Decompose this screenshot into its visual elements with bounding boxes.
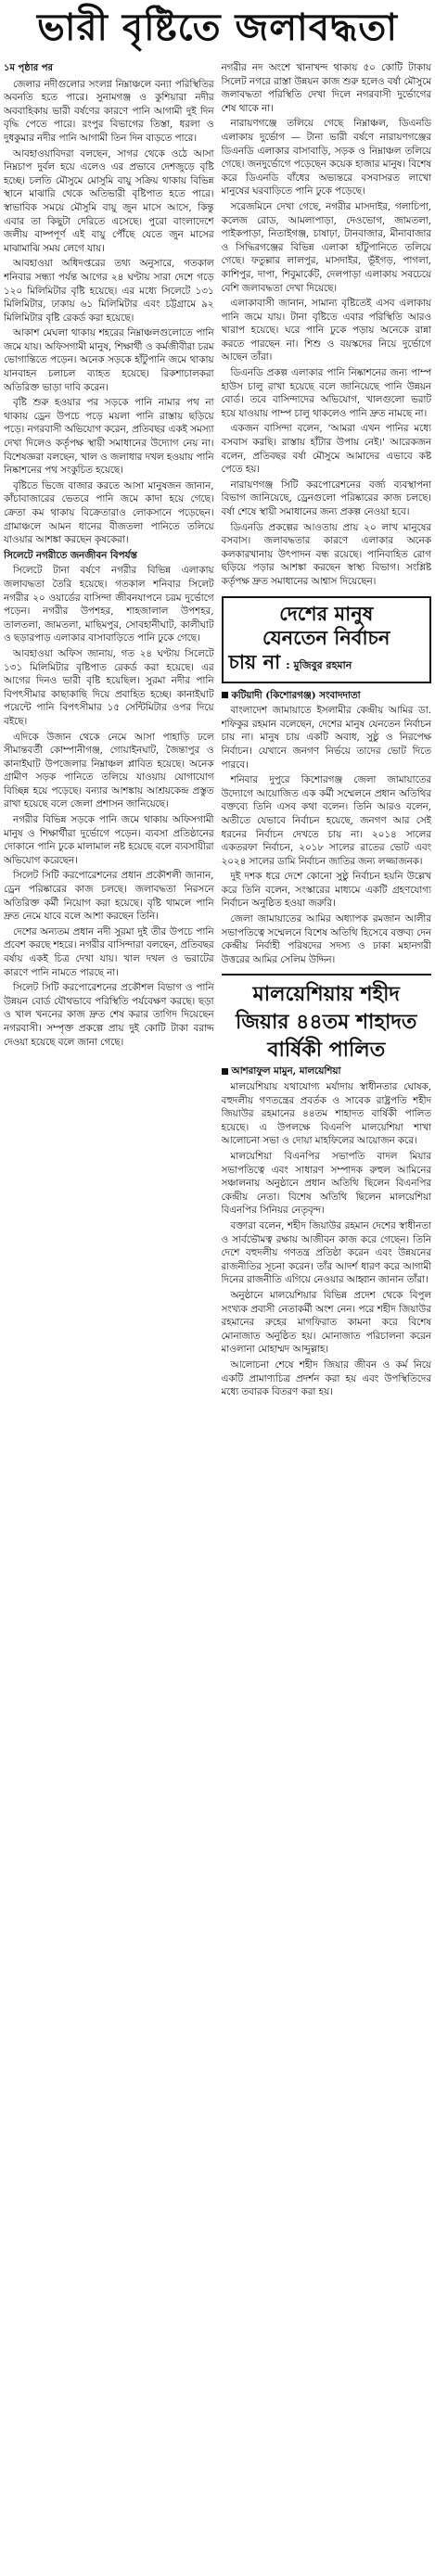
paragraph: নারায়ণগঞ্জে তলিয়ে গেছে নিম্নাঞ্চল, ডিএনডি এলাকায় দুর্ভোগ — টানা ভারী বর্ষণে নারায়ণগঞ্জের ডিএনডি এলাকার বাসাবাড়ি, সড়ক ও নিম্নাঞ্চল তলিয়ে গেছে। জনদুর্ভোগে পড়েছেন কয়েক হাজার মানুষ। বিশেষ করে ডিএনডি বাঁধের অভ্যন্তরে বসবাসরত লাখো মানুষের ঘরবাড়িতে পানি ঢুকে পড়েছে। xyxy=(221,118,431,198)
paragraph: মালয়েশিয়ায় যথাযোগ্য মর্যাদায় স্বাধীনতার ঘোষক, বহুদলীয় গণতন্ত্রের প্রবর্তক ও সাবেক রাষ্ট্রপতি শহীদ জিয়াউর রহমানের ৪৪তম শাহাদত বার্ষিকী পালিত হয়েছে। এ উপলক্ষে বিএনপি মালয়েশিয়া শাখা আলোচনা সভা ও দোয়া মাহফিলের আয়োজন করে। xyxy=(221,1081,431,1147)
right-column: নগরীর নদ অংশে খানাখন্দ থাকায় ৫০ কোটি টাকায় সিলেট নগরে রাস্তা উন্নয়ন কাজ শুরু হলেও বর্ষা মৌসুমে জলাবদ্ধতা পরিস্থিতি দেখা দিলে নগরবাসী দুর্ভোগের শেষ থাকে না। নারায়ণগঞ্জে তলিয়ে গেছে নিম্নাঞ্চল, ডিএনডি এলাকায় দুর্ভোগ — টানা ভারী বর্ষণে নারায়ণগঞ্জের ডিএনডি এলাকার বাসাবাড়ি, সড়ক ও নিম্নাঞ্চল তলিয়ে গেছে। জনদুর্ভোগে পড়েছেন কয়েক হাজার মানুষ। বিশেষ করে ডিএনডি বাঁধের অভ্যন্তরে বসবাসরত লাখো মানুষের ঘরবাড়িতে পানি ঢুকে পড়েছে। সরেজমিনে দেখা গেছে, নগরীর মাসদাইর, গলাচিপা, কলেজ রোড, আমলাপাড়া, দেওভোগ, জামতলা, পাইকপাড়া, নিতাইগঞ্জ, চাষাঢ়া, টানবাজার, মীনাবাজার ও সিদ্ধিরগঞ্জের বিভিন্ন এলাকা হাঁটুপানিতে তলিয়ে গেছে। ফতুল্লার লালপুর, মাসদাইর, ভূঁইগড়, পাগলা, কাশিপুর, দাপা, শিবুমার্কেট, দেলপাড়া এলাকায় সবচেয়ে বেশি জলাবদ্ধতা দেখা দিয়েছে। এলাকাবাসী জানান, সামান্য বৃষ্টিতেই এসব এলাকায় পানি জমে যায়। টানা বৃষ্টিতে এবার পরিস্থিতি আরও খারাপ হয়েছে। ঘরে পানি ঢুকে পড়ায় অনেকে রান্না করতে পারছেন না। শিশু ও বয়স্কদের নিয়ে দুর্ভোগে আছেন তাঁরা। ডিএনডি প্রকল্প এলাকার পানি নিষ্কাশনের জন্য পাম্প হাউস চালু রাখা হয়েছে বলে জানিয়েছে পানি উন্নয়ন বোর্ড। তবে বাসিন্দাদের অভিযোগ, খালগুলো ভরাট হয়ে যাওয়ায় পাম্প চালু থাকলেও পানি দ্রুত নামছে না। একজন বাসিন্দা বলেন, 'আমরা এখন পানির মধ্যে বসবাস করছি। রাস্তায় হাঁটার উপায় নেই।' আরেকজন বলেন, প্রতিবছর বর্ষা মৌসুমে আমাদের এভাবে কষ্ট পেতে হয়। নারায়ণগঞ্জ সিটি করপোরেশনের বর্জ্য ব্যবস্থাপনা বিভাগ জানিয়েছে, ড্রেনগুলো পরিষ্কারের কাজ চলছে। বর্ষা শেষে স্থায়ী সমাধানের জন্য প্রকল্প নেওয়া হবে। ডিএনডি প্রকল্পের আওতায় প্রায় ২০ লাখ মানুষের বসবাস। জলাবদ্ধতার কারণে এলাকার অনেক কলকারখানায় উৎপাদন বন্ধ রয়েছে। পানিবাহিত রোগ ছড়িয়ে পড়ার আশঙ্কা করছেন স্বাস্থ্য বিভাগ। সংশ্লিষ্ট কর্তৃপক্ষ দ্রুত সমাধানের আশ্বাস দিয়েছেন। দেশের মানুষ যেনতেন নির্বাচন চায় না : মুজিবুর রহমান কটিয়াদী (কিশোরগঞ্জ) সংবাদদাতা বাংলাদেশ জামায়াতে ইসলামীর কেন্দ্রীয় আমির ডা. শফিকুর রহমান বলেছেন, দেশের মানুষ যেনতেন নির্বাচন চায় না। মানুষ চায় একটি অবাধ, সুষ্ঠু ও নিরপেক্ষ নির্বাচন। যেখানে জনগণ নির্ভয়ে তাদের ভোট দিতে পারবে। শনিবার দুপুরে কিশোরগঞ্জ জেলা জামায়াতের উদ্যোগে আয়োজিত এক কর্মী সম্মেলনে প্রধান অতিথির বক্তব্যে তিনি এসব কথা বলেন। তিনি আরও বলেন, অতীতে যেভাবে নির্বাচন হয়েছে, জনগণ আর সেই ধরনের নির্বাচন দেখতে চায় না। ২০১৪ সালের একতরফা নির্বাচন, ২০১৮ সালের রাতের ভোট এবং ২০২৪ সালের ডামি নির্বাচন জাতির জন্য লজ্জাজনক। দুই দশক ধরে দেশে কোনো সুষ্ঠু নির্বাচন হয়নি উল্লেখ করে তিনি বলেন, সংস্কারের মাধ্যমে একটি গ্রহণযোগ্য নির্বাচন অনুষ্ঠিত হওয়া জরুরি। জেলা জামায়াতের আমির অধ্যাপক রমজান আলীর সভাপতিত্বে সম্মেলনে বিশেষ অতিথি হিসেবে বক্তব্য দেন কেন্দ্রীয় নির্বাহী পরিষদের সদস্য ও ঢাকা মহানগরী উত্তরের আমির সেলিম উদ্দিন। মালয়েশিয়ায় শহীদ জিয়ার ৪৪তম শাহাদত বার্ষিকী পালিত আশরাফুল মামুন, মালয়েশিয়া মালয়েশিয়ায় যথাযোগ্য মর্যাদায় স্বাধীনতার ঘোষক, বহুদলীয় গণতন্ত্রের প্রবর্তক ও সাবেক রাষ্ট্রপতি শহীদ জিয়াউর রহমানের ৪৪তম শাহাদত বার্ষিকী পালিত হয়েছে। এ উপলক্ষে বিএনপি মালয়েশিয়া শাখা আলোচনা সভা ও দোয়া মাহফিলের আয়োজন করে। মালয়েশিয়া বিএনপির সভাপতি বাদল মিয়ার সভাপতিত্বে এবং সাধারণ সম্পাদক রুহুল আমিনের সঞ্চালনায় অনুষ্ঠানে প্রধান অতিথি ছিলেন বিএনপির কেন্দ্রীয় নেতা। বিশেষ অতিথি ছিলেন মালয়েশিয়া বিএনপির সিনিয়র নেতৃবৃন্দ। বক্তারা বলেন, শহীদ জিয়াউর রহমান দেশের স্বাধীনতা ও সার্বভৌমত্ব রক্ষায় আজীবন কাজ করে গেছেন। তিনি দেশে বহুদলীয় গণতন্ত্র প্রতিষ্ঠা করেন এবং উন্নয়নের রাজনীতির সূচনা করেন। তাঁর আদর্শ ধারণ করে আগামী দিনের রাজনীতি এগিয়ে নেওয়ার আহ্বান জানান তাঁরা। অনুষ্ঠানে মালয়েশিয়ার বিভিন্ন প্রদেশ থেকে বিপুল সংখ্যক প্রবাসী নেতাকর্মী অংশ নেন। পরে শহীদ জিয়াউর রহমানের রুহের মাগফিরাত কামনা করে বিশেষ মোনাজাত অনুষ্ঠিত হয়। মোনাজাত পরিচালনা করেন মাওলানা মোহাম্মদ আব্দুল্লাহ। আলোচনা শেষে শহীদ জিয়ার জীবন ও কর্ম নিয়ে একটি প্রামাণ্যচিত্র প্রদর্শন করা হয় এবং উপস্থিতিদের মধ্যে তবারক বিতরণ করা হয়। xyxy=(221,62,431,1398)
paragraph: আকাশ মেঘলা থাকায় শহরের নিম্নাঞ্চলগুলোতে পানি জমে যায়। অফিসগামী মানুষ, শিক্ষার্থী ও কর্মজীবীরা চরম ভোগান্তিতে পড়েন। অনেক সড়কে হাঁটুপানি জমে থাকায় যানবাহন চলাচল ব্যাহত হয়েছে। রিকশাচালকরা অতিরিক্ত ভাড়া দাবি করেন। xyxy=(4,327,214,393)
election-dateline: কটিয়াদী (কিশোরগঞ্জ) সংবাদদাতা xyxy=(231,689,361,701)
paragraph: এলাকাবাসী জানান, সামান্য বৃষ্টিতেই এসব এলাকায় পানি জমে যায়। টানা বৃষ্টিতে এবার পরিস্থিতি আরও খারাপ হয়েছে। ঘরে পানি ঢুকে পড়ায় অনেকে রান্না করতে পারছেন না। শিশু ও বয়স্কদের নিয়ে দুর্ভোগে আছেন তাঁরা। xyxy=(221,298,431,363)
main-headline: ভারী বৃষ্টিতে জলাবদ্ধতা xyxy=(37,6,398,49)
paragraph: জেলার নদীগুলোর সংলগ্ন নিম্নাঞ্চলে বন্যা পরিস্থিতির অবনতি হতে পারে। সুনামগঞ্জ ও কুশিয়ারা নদীর অববাহিকায় ভারী বর্ষণের কারণে পানি আগামী দুই দিন বৃদ্ধি পেতে পারে। রংপুর বিভাগের তিস্তা, ধরলা ও দুধকুমার নদীর পানি আগামী তিন দিন বাড়তে পারে। xyxy=(4,78,214,144)
paragraph: জেলা জামায়াতের আমির অধ্যাপক রমজান আলীর সভাপতিত্বে সম্মেলনে বিশেষ অতিথি হিসেবে বক্তব্য দেন কেন্দ্রীয় নির্বাহী পরিষদের সদস্য ও ঢাকা মহানগরী উত্তরের আমির সেলিম উদ্দিন। xyxy=(221,913,431,965)
paragraph: এদিকে উজান থেকে নেমে আসা পাহাড়ি ঢলে সীমান্তবর্তী কোম্পানীগঞ্জ, গোয়াইনঘাট, জৈন্তাপুর ও কানাইঘাট উপজেলার নিম্নাঞ্চল প্লাবিত হয়েছে। অনেক গ্রামীণ সড়ক পানিতে তলিয়ে যাওয়ায় যোগাযোগ বিচ্ছিন্ন হয়ে পড়েছে। বন্যার আশঙ্কায় আশ্রয়কেন্দ্র প্রস্তুত রাখা হয়েছে বলে জেলা প্রশাসন জানিয়েছে। xyxy=(4,731,214,810)
box-headline-line-1: দেশের মানুষ xyxy=(279,602,374,625)
paragraph: নগরীর নদ অংশে খানাখন্দ থাকায় ৫০ কোটি টাকায় সিলেট নগরে রাস্তা উন্নয়ন কাজ শুরু হলেও বর্ষা মৌসুমে জলাবদ্ধতা পরিস্থিতি দেখা দিলে নগরবাসী দুর্ভোগের শেষ থাকে না। xyxy=(221,62,431,114)
paragraph: আলোচনা শেষে শহীদ জিয়ার জীবন ও কর্ম নিয়ে একটি প্রামাণ্যচিত্র প্রদর্শন করা হয় এবং উপস্থিতিদের মধ্যে তবারক বিতরণ করা হয়। xyxy=(221,1358,431,1398)
malaysia-headline-line-1: মালয়েশিয়ায় শহীদ xyxy=(252,983,400,1007)
paragraph: বৃষ্টিতে ভিজে বাজার করতে আসা মানুষজন জানান, কাঁচাবাজারের ভেতরে পানি জমে কাদা হয়ে গেছে। ক্রেতা কম থাকায় বিক্রেতারাও লোকসানে পড়েছেন। গ্রামাঞ্চলে আমন ধানের বীজতলা পানিতে তলিয়ে যাওয়ার আশঙ্কা করছেন কৃষকেরা। xyxy=(4,479,214,546)
box-headline-line-3 xyxy=(229,650,425,678)
paragraph: সিলেট সিটি করপোরেশনের প্রধান প্রকৌশলী জানান, ড্রেন পরিষ্কারের কাজ চলছে। জলাবদ্ধতা নিরসনে অতিরিক্ত কর্মী নিয়োগ করা হয়েছে। বৃষ্টি থামলে পানি দ্রুত নেমে যাবে বলে আশা করছেন তিনি। xyxy=(4,870,214,923)
paragraph: বক্তারা বলেন, শহীদ জিয়াউর রহমান দেশের স্বাধীনতা ও সার্বভৌমত্ব রক্ষায় আজীবন কাজ করে গেছেন। তিনি দেশে বহুদলীয় গণতন্ত্র প্রতিষ্ঠা করেন এবং উন্নয়নের রাজনীতির সূচনা করেন। তাঁর আদর্শ ধারণ করে আগামী দিনের রাজনীতি এগিয়ে নেওয়ার আহ্বান জানান তাঁরা। xyxy=(221,1219,431,1286)
dateline-bullet-icon xyxy=(222,1068,228,1075)
continued-label: ১ম পৃষ্ঠার পর xyxy=(4,63,53,73)
box-byline: : মুজিবুর রহমান xyxy=(286,658,352,671)
malaysia-headline-line-2: জিয়ার ৪৪তম শাহাদত xyxy=(236,1011,417,1035)
paragraph: সিলেটে টানা বর্ষণে নগরীর বিভিন্ন এলাকায় জলাবদ্ধতা তৈরি হয়েছে। গতকাল শনিবার সিলেট নগরীর ২০ ওয়ার্ডের বাসিন্দা জীবনযাপনে চরম দুর্ভোগে পড়েন। নগরীর উপশহর, শাহজালাল উপশহর, তালতলা, জামতলা, মাছিমপুর, সোবহানীঘাট, কালীঘাট ও ছড়ারপাড় এলাকার বাসাবাড়িতে পানি ঢুকে গেছে। xyxy=(4,565,214,644)
paragraph: ডিএনডি প্রকল্প এলাকার পানি নিষ্কাশনের জন্য পাম্প হাউস চালু রাখা হয়েছে বলে জানিয়েছে পানি উন্নয়ন বোর্ড। তবে বাসিন্দাদের অভিযোগ, খালগুলো ভরাট হয়ে যাওয়ায় পাম্প চালু থাকলেও পানি দ্রুত নামছে না। xyxy=(221,367,431,419)
paragraph: সিলেট সিটি করপোরেশনের প্রকৌশল বিভাগ ও পানি উন্নয়ন বোর্ড যৌথভাবে পরিস্থিতি পর্যবেক্ষণ করছে। ছড়া ও খাল খননের কাজ দ্রুত শেষ করার তাগিদ দিয়েছেন নগরবাসী। সম্পৃক্ত প্রকল্পে প্রায় দুই কোটি টাকা বরাদ্দ দেওয়া হয়েছে বলে জানা গেছে। xyxy=(4,982,214,1048)
sylhet-subheading: সিলেটে নগরীতে জনজীবন বিপর্যস্ত xyxy=(4,549,137,561)
article-columns xyxy=(4,61,431,2572)
paragraph: একজন বাসিন্দা বলেন, 'আমরা এখন পানির মধ্যে বসবাস করছি। রাস্তায় হাঁটার উপায় নেই।' আরেকজন বলেন, প্রতিবছর বর্ষা মৌসুমে আমাদের এভাবে কষ্ট পেতে হয়। xyxy=(221,423,431,476)
malaysia-headline-line-3: বার্ষিকী পালিত xyxy=(267,1039,386,1063)
paragraph: ডিএনডি প্রকল্পের আওতায় প্রায় ২০ লাখ মানুষের বসবাস। জলাবদ্ধতার কারণে এলাকার অনেক কলকারখানায় উৎপাদন বন্ধ রয়েছে। পানিবাহিত রোগ ছড়িয়ে পড়ার আশঙ্কা করছেন স্বাস্থ্য বিভাগ। সংশ্লিষ্ট কর্তৃপক্ষ দ্রুত সমাধানের আশ্বাস দিয়েছেন। xyxy=(221,521,431,587)
paragraph: নগরীর বিভিন্ন সড়কে পানি জমে থাকায় অফিসগামী মানুষ ও শিক্ষার্থীরা দুর্ভোগে পড়েন। ব্যবসা প্রতিষ্ঠানের দোকানে পানি ঢুকে মালামাল নষ্ট হয়েছে বলে ব্যবসায়ীরা অভিযোগ করেছেন। xyxy=(4,814,214,866)
paragraph: বৃষ্টি শুরু হওয়ার পর সড়কে পানি নামার পথ না থাকায় ড্রেন উপচে পড়ে ময়লা পানি রাস্তায় ছড়িয়ে পড়ে। নগরবাসী অভিযোগ করেন, প্রতিবছর একই সমস্যা দেখা দিলেও কর্তৃপক্ষ স্থায়ী সমাধানের উদ্যোগ নেয় না। বিশেষজ্ঞরা বলছেন, খাল ও জলাধার দখল হওয়ায় পানি নিষ্কাশনের পথ সংকুচিত হয়েছে। xyxy=(4,397,214,477)
malaysia-story-headline xyxy=(222,974,432,1065)
box-headline-tail: চায় না xyxy=(228,650,281,673)
paragraph: বাংলাদেশ জামায়াতে ইসলামীর কেন্দ্রীয় আমির ডা. শফিকুর রহমান বলেছেন, দেশের মানুষ যেনতেন নির্বাচন চায় না। মানুষ চায় একটি অবাধ, সুষ্ঠু ও নিরপেক্ষ নির্বাচন। যেখানে জনগণ নির্ভয়ে তাদের ভোট দিতে পারবে। xyxy=(221,705,431,771)
paragraph: আবহাওয়া অধিদপ্তরের তথ্য অনুসারে, গতকাল শনিবার সন্ধ্যা পর্যন্ত আগের ২৪ ঘণ্টায় সারা দেশে গড়ে ১২০ মিলিমিটার বৃষ্টি হয়েছে। এর মধ্যে সিলেটে ১৩১ মিলিমিটার, ঢাকায় ৬১ মিলিমিটার এবং চট্টগ্রামে ৯২ মিলিমিটার বৃষ্টি রেকর্ড করা হয়েছে। xyxy=(4,258,214,324)
paragraph: আবহাওয়া অফিস জানায়, গত ২৪ ঘণ্টায় সিলেটে ১৩১ মিলিমিটার বৃষ্টিপাত রেকর্ড করা হয়েছে। এর আগের দিনও ভারী বৃষ্টি হয়েছিল। সুরমা নদীর পানি বিপৎসীমার কাছাকাছি দিয়ে প্রবাহিত হচ্ছে। কানাইঘাট পয়েন্টে পানি বিপৎসীমার ১৫ সেন্টিমিটার ওপর দিয়ে বইছে। xyxy=(4,647,214,727)
left-column xyxy=(4,61,214,2572)
box-headline-line-2: যেনতেন নির্বাচন xyxy=(262,626,390,649)
dateline-bullet-icon xyxy=(222,692,228,698)
paragraph: মালয়েশিয়া বিএনপির সভাপতি বাদল মিয়ার সভাপতিত্বে এবং সাধারণ সম্পাদক রুহুল আমিনের সঞ্চালনায় অনুষ্ঠানে প্রধান অতিথি ছিলেন বিএনপির কেন্দ্রীয় নেতা। বিশেষ অতিথি ছিলেন মালয়েশিয়া বিএনপির সিনিয়র নেতৃবৃন্দ। xyxy=(221,1151,431,1217)
paragraph: নারায়ণগঞ্জ সিটি করপোরেশনের বর্জ্য ব্যবস্থাপনা বিভাগ জানিয়েছে, ড্রেনগুলো পরিষ্কারের কাজ চলছে। বর্ষা শেষে স্থায়ী সমাধানের জন্য প্রকল্প নেওয়া হবে। xyxy=(221,478,431,517)
paragraph: সরেজমিনে দেখা গেছে, নগরীর মাসদাইর, গলাচিপা, কলেজ রোড, আমলাপাড়া, দেওভোগ, জামতলা, পাইকপাড়া, নিতাইগঞ্জ, চাষাঢ়া, টানবাজার, মীনাবাজার ও সিদ্ধিরগঞ্জের বিভিন্ন এলাকা হাঁটুপানিতে তলিয়ে গেছে। ফতুল্লার লালপুর, মাসদাইর, ভূঁইগড়, পাগলা, কাশিপুর, দাপা, শিবুমার্কেট, দেলপাড়া এলাকায় সবচেয়ে বেশি জলাবদ্ধতা দেখা দিয়েছে। xyxy=(221,200,431,294)
malaysia-byline: আশরাফুল মামুন xyxy=(231,1065,293,1078)
paragraph: আবহাওয়াবিদরা বলছেন, সাগর থেকে ওঠে আসা নিম্নচাপ দুর্বল হয়ে এলেও এর প্রভাবে দেশজুড়ে বৃষ্টি হচ্ছে। চলতি মৌসুমে মোসুমি বায়ু সক্রিয় থাকায় বিভিন্ন স্থানে মাঝারি থেকে অতিভারী বৃষ্টিপাত হতে পারে। স্বাভাবিক সময়ে মৌসুমি বায়ু জুন মাসে আসে, কিন্তু এবার তা কিছুটা দেরিতে এসেছে। পুরো বাংলাদেশে জলীয় বাষ্পপূর্ণ এই বায়ু পৌঁছে যেতে জুন মাসের মাঝামাঝি সময় লেগে যায়। xyxy=(4,147,214,254)
election-story-headline-box xyxy=(222,596,432,683)
paragraph: দুই দশক ধরে দেশে কোনো সুষ্ঠু নির্বাচন হয়নি উল্লেখ করে তিনি বলেন, সংস্কারের মাধ্যমে একটি গ্রহণযোগ্য নির্বাচন অনুষ্ঠিত হওয়া জরুরি। xyxy=(221,871,431,910)
malaysia-place: মালয়েশিয়া xyxy=(299,1065,341,1078)
paragraph: দেশের অন্যতম প্রধান নদী সুরমা দুই তীর উপচে পানি প্রবেশ করছে শহরে। নগরীর বাসিন্দারা বলছেন, প্রতিবছর বর্ষায় একই চিত্র দেখা যায়। খাল দখল ও ভরাটের কারণে পানি নামতে পারছে না। xyxy=(4,925,214,978)
paragraph: শনিবার দুপুরে কিশোরগঞ্জ জেলা জামায়াতের উদ্যোগে আয়োজিত এক কর্মী সম্মেলনে প্রধান অতিথির বক্তব্যে তিনি এসব কথা বলেন। তিনি আরও বলেন, অতীতে যেভাবে নির্বাচন হয়েছে, জনগণ আর সেই ধরনের নির্বাচন দেখতে চায় না। ২০১৪ সালের একতরফা নির্বাচন, ২০১৮ সালের রাতের ভোট এবং ২০২৪ সালের ডামি নির্বাচন জাতির জন্য লজ্জাজনক। xyxy=(221,774,431,867)
paragraph: অনুষ্ঠানে মালয়েশিয়ার বিভিন্ন প্রদেশ থেকে বিপুল সংখ্যক প্রবাসী নেতাকর্মী অংশ নেন। পরে শহীদ জিয়াউর রহমানের রুহের মাগফিরাত কামনা করে বিশেষ মোনাজাত অনুষ্ঠিত হয়। মোনাজাত পরিচালনা করেন মাওলানা মোহাম্মদ আব্দুল্লাহ। xyxy=(221,1289,431,1356)
